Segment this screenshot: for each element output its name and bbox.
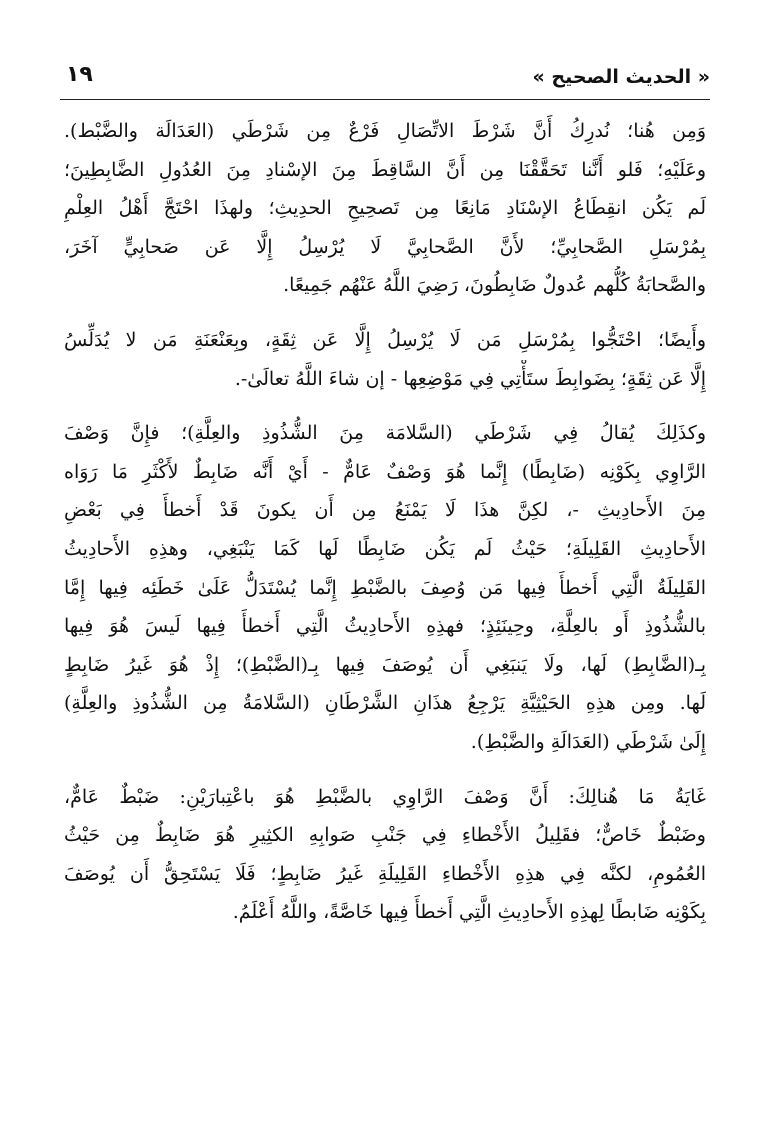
page-header: [60, 58, 710, 98]
text-line: القَلِيلَةُ الَّتِي أَخطأَ فِيها مَن وُصِفَ بالضَّبْطِ إِنَّما يُسْتَدَلُّ عَلَىٰ خَطَئِه فِيها إِمَّا: [64, 576, 706, 599]
page-number: ١٩: [66, 62, 93, 87]
text-line: لَم يَكُن انقِطَاعُ الإسْنَادِ مَانِعًا مِن تَصحِيحِ الحدِيثِ؛ ولهذَا احْتَجَّ أَهْلُ العِلْمِ: [64, 197, 706, 220]
paragraph-gap: [64, 398, 706, 414]
text-line: إِلَىٰ شَرْطَي (العَدَالَةِ والضَّبْطِ).: [470, 730, 706, 753]
text-line: وأَيضًا؛ احْتَجُّوا بِمُرْسَلِ مَن لَا يُرْسِلُ إِلَّا عَن ثِقَةٍ، وبِعَنْعَنَةِ مَن لا يُدَلِّسُ: [64, 328, 706, 351]
page-body: [64, 112, 706, 932]
text-line: بِمُرْسَلِ الصَّحابِيِّ؛ لأَنَّ الصَّحابِيَّ لَا يُرْسِلُ إِلَّا عَن صَحابِيٍّ آخَرَ،: [64, 235, 706, 258]
text-line: وَمِن هُنا؛ نُدرِكُ أَنَّ شَرْطَ الاتِّصَالِ فَرْعٌ مِن شَرْطَي (العَدَالَة والضَّبْط).: [64, 120, 706, 142]
text-line: وكذَلِكَ يُقالُ فِي شَرْطَي (السَّلامَة مِنَ الشُّذُوذِ والعِلَّةِ)؛ فإِنَّ وَصْفَ: [64, 422, 706, 445]
text-line: إِلَّا عَن ثِقَةٍ؛ بِضَوابِطَ ستَأْتِي فِي مَوْضِعِها - إن شاءَ اللَّهُ تعالَىٰ-.: [234, 367, 706, 390]
paragraph-gap: [64, 305, 706, 321]
text-line: والصَّحابَةُ كُلُّهم عُدولٌ ضَابِطُونَ، رَضِيَ اللَّهُ عَنْهُم جَمِيعًا.: [283, 274, 706, 297]
text-line: وضَبْطٌ خَاصٌّ؛ فقَلِيلُ الأَخْطاءِ فِي جَنْبِ صَوابِهِ الكثِيرِ هُوَ ضَابِطٌ مِن حَيْثُ: [64, 824, 706, 847]
paragraph-4: [64, 778, 706, 932]
paragraph-1: [64, 112, 706, 305]
header-rule: [60, 99, 710, 100]
text-line: وعَلَيْهِ؛ فَلو أَنَّنا تَحَقَّقْنَا مِن أَنَّ السَّاقِطَ مِنَ الإسْنادِ مِنَ العُدُولِ الضَّابِطِينَ؛: [64, 158, 706, 181]
text-line: الأَحادِيثِ القَلِيلَةِ؛ حَيْثُ لَم يَكُن ضَابِطًا لَها كَمَا يَنْبَغِي، وهذِهِ الأَحادِيثُ: [64, 537, 706, 560]
paragraph-gap: [64, 762, 706, 778]
text-line: لَها. ومِن هذِهِ الحَيْثِيَّةِ يَرْجِعُ هذَانِ الشَّرْطَانِ (السَّلامَةُ مِن الشُّذُوذِ والعِلَّةِ): [64, 692, 706, 715]
paragraph-2: [64, 321, 706, 398]
text-line: بالشُّذُوذِ أَو بالعِلَّةِ، وحِينَئِذٍ؛ فهذِهِ الأَحادِيثُ الَّتِي أَخطأَ فِيها لَيسَ هُوَ فِيها: [64, 615, 706, 638]
text-line: الرَّاوِي بِكَوْنِه (ضَابِطًا) إِنَّما هُوَ وَصْفٌ عَامٌّ - أَيْ أَنَّه ضَابِطٌ لأَكْثَرِ مَا رَوَاه: [64, 460, 706, 483]
paragraph-3: [64, 414, 706, 761]
text-line: بِـ(الضَّابِطِ) لَها، ولَا يَنبَغِي أَن يُوصَفَ فِيها بِـ(الضَّبْطِ)؛ إِذْ هُوَ غَيرُ ضَابِطٍ: [64, 653, 706, 676]
text-line: مِنَ الأَحادِيثِ -، لكِنَّ هذَا لَا يَمْنَعُ مِن أَن يكونَ قَدْ أَخطأَ فِي بَعْضِ: [64, 499, 706, 522]
text-line: بِكَوْنِه ضَابطًا لِهذِهِ الأَحادِيثِ الَّتِي أَخطأَ فِيها خَاصَّةً، واللَّهُ أَعْلَمُ.: [232, 901, 706, 924]
text-line: العُمُومِ، لكنَّه فِي هذِهِ الأَخْطاءِ القَلِيلَةِ غَيرُ ضَابِطٍ؛ فَلَا يَسْتَحِقُّ أَن يُوصَفَ: [64, 862, 706, 885]
running-title: « الحديث الصحيح »: [532, 66, 710, 88]
text-line: غَايَةُ مَا هُنالِكَ: أَنَّ وَصْفَ الرَّاوِي بالضَّبْطِ هُوَ باعْتِبارَيْنِ: ضَبْطٌ عَامٌّ،: [64, 785, 706, 808]
